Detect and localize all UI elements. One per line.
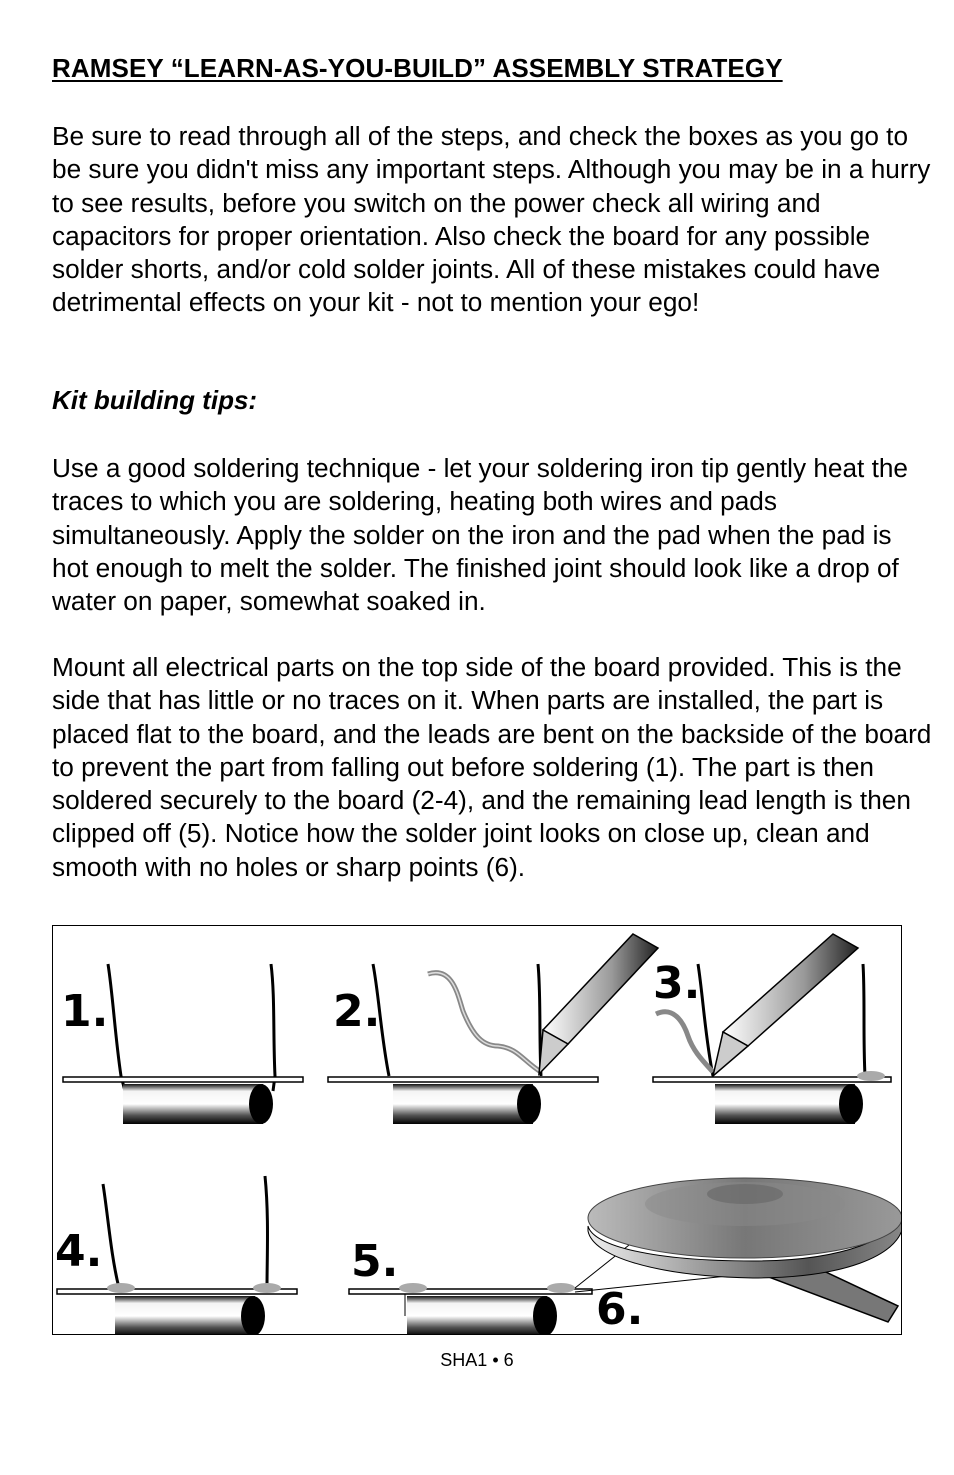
mounting-tip-paragraph: Mount all electrical parts on the top side of the board provided. This is the side that has little or no traces on it. When parts are installed, the part is placed flat to the board, and the leads are bent on the backside of the board to prevent the part from falling out before soldering (1). The part is then soldered securely to the board (2-4), and the remaining lead length is then clipped off (5). Notice how the solder joint looks on close up, clean and smooth with no holes or sharp points (6). [52,652,932,882]
intro-paragraph: Be sure to read through all of the steps, and check the boxes as you go to be sure you didn't miss any important steps. Although you may be in a hurry to see results, before you switch on the power check all wiring and capacitors for proper orientation. Also check the board for any possible solder shorts, and/or cold solder joints. All of these mistakes could have detrimental effects on your kit - not to mention your ego! [52,121,931,318]
soldering-tip-paragraph: Use a good soldering technique - let your soldering iron tip gently heat the traces to which you are soldering, heating both wires and pads simultaneously. Apply the solder on the iron and the pad when the pad is hot enough to melt the solder. The finished joint should look like a drop of water on paper, somewhat soaked in. [52,453,908,617]
tips-heading: Kit building tips: [52,385,258,415]
step-1-label: 1. [61,986,109,1037]
assembly-steps-figure [52,925,902,1335]
step-3-label: 3. [653,958,701,1009]
step-5-label: 5. [351,1236,399,1287]
page-title: RAMSEY “LEARN-AS-YOU-BUILD” ASSEMBLY STRATEGY [52,53,783,83]
page-footer [0,1350,954,1371]
step-2-label: 2. [333,986,381,1037]
doc-code: SHA1 [440,1350,488,1370]
page-number: 6 [503,1350,514,1370]
assembly-illustration [53,926,902,1335]
footer-separator: • [492,1350,499,1370]
step-4-label: 4. [55,1226,103,1277]
step-6-label: 6. [596,1284,644,1335]
